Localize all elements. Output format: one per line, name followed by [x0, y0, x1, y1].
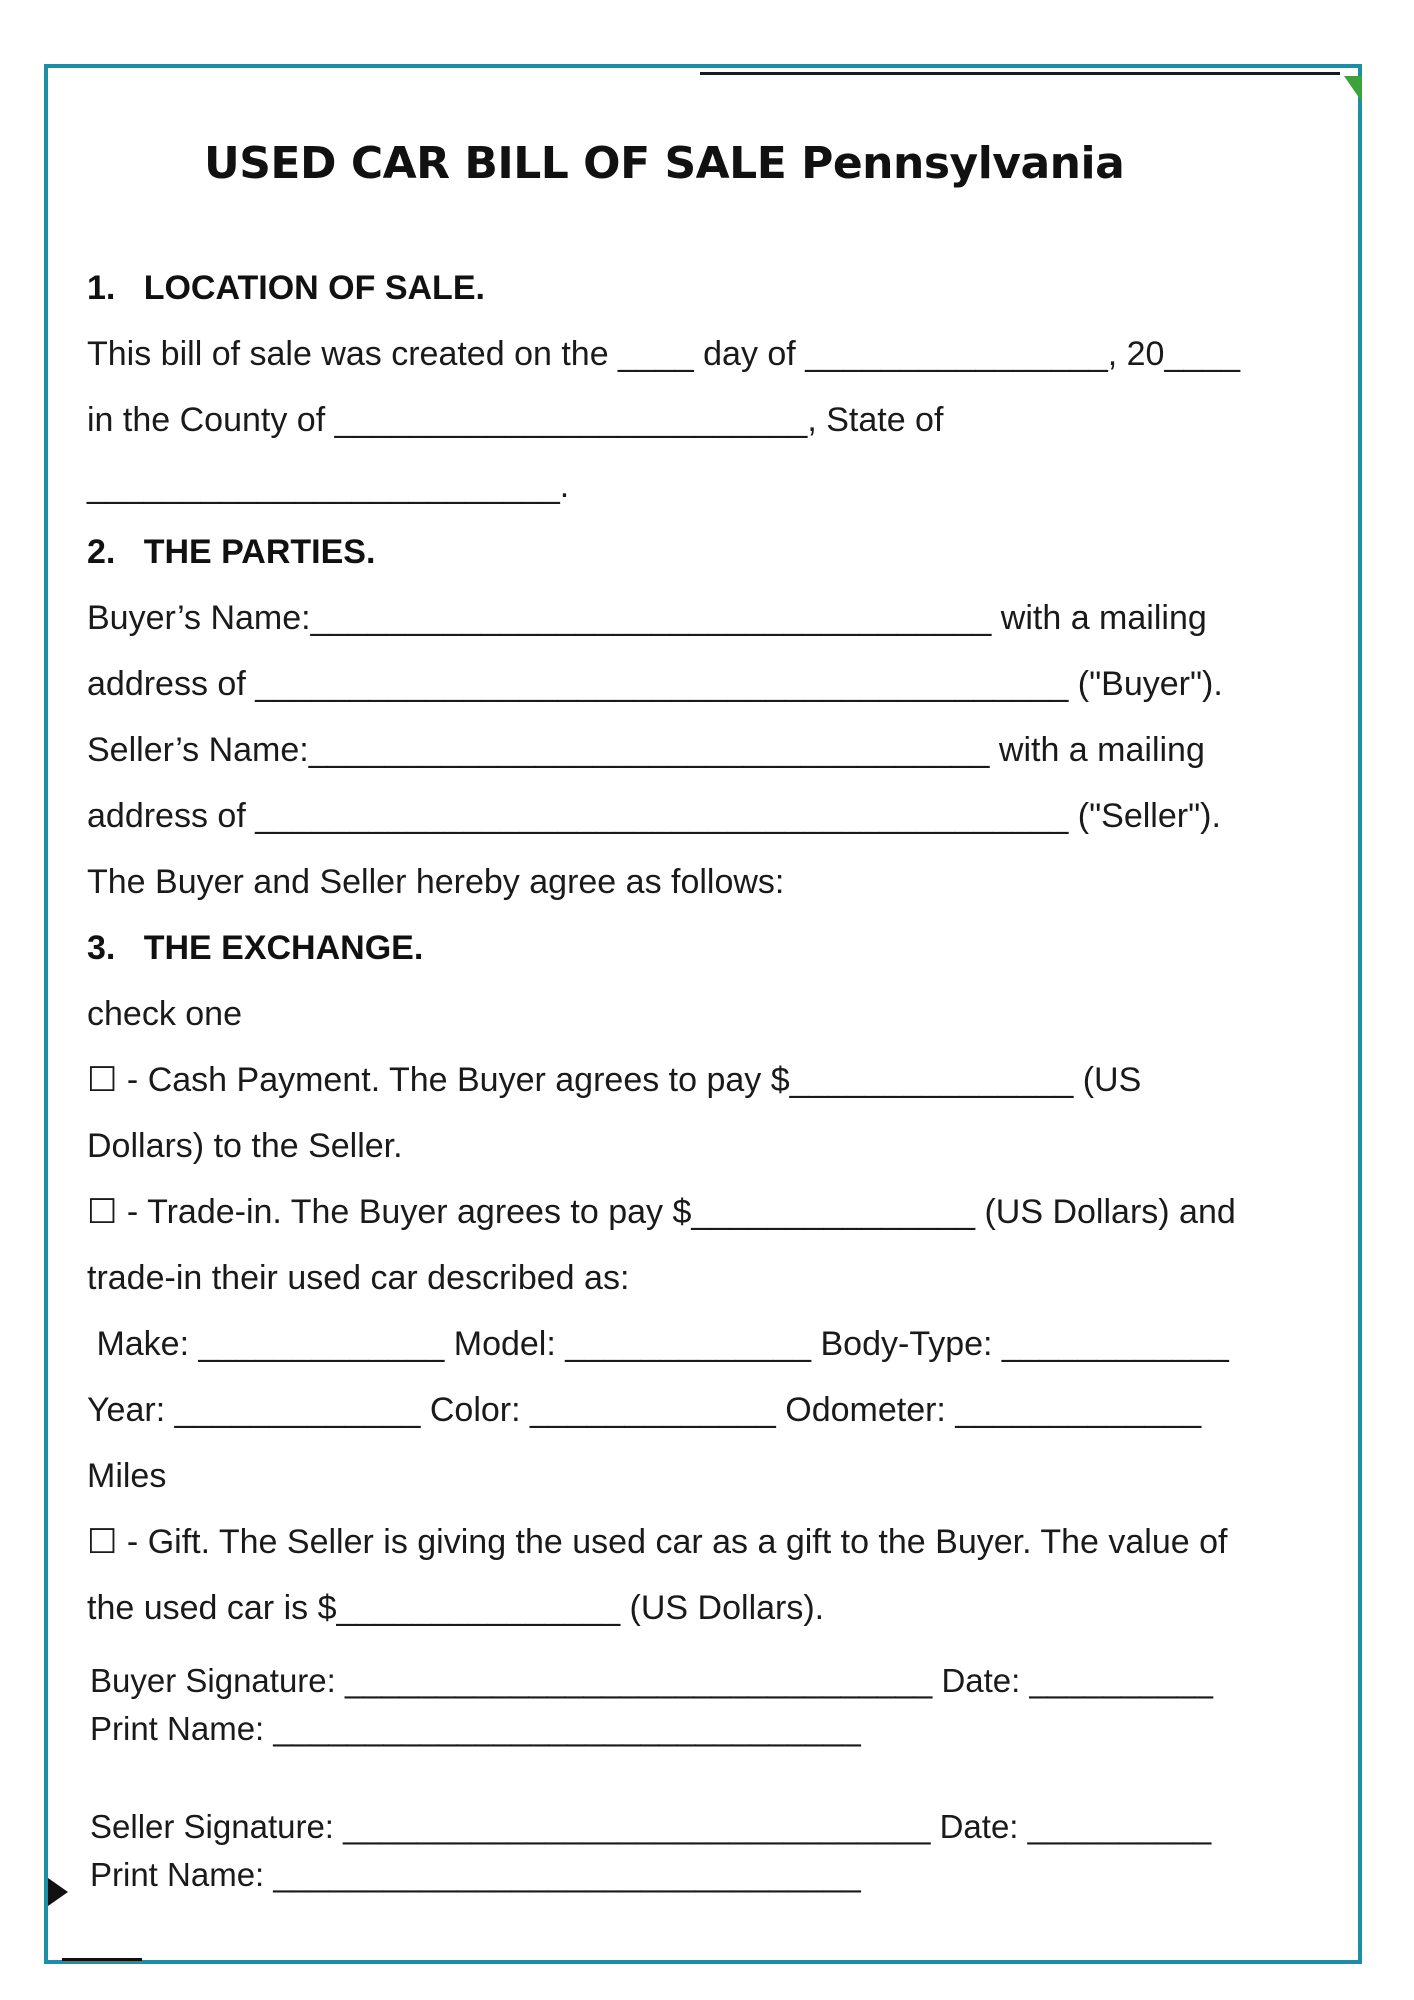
cash-payment-text: - Cash Payment. The Buyer agrees to pay $_______________ (US [117, 1061, 1142, 1099]
section-heading-parties: 2. THE PARTIES. [87, 533, 376, 571]
document-title: USED CAR BILL OF SALE Pennsylvania [204, 138, 1125, 189]
border-accent-line [700, 72, 1340, 75]
vehicle-year-color-line: Year: _____________ Color: _____________ Odometer: _____________ [87, 1391, 1202, 1429]
corner-line-decoration [62, 1958, 142, 1961]
seller-address-line: address of ___________________________________________ ("Seller"). [87, 797, 1221, 835]
agreement-statement: The Buyer and Seller hereby agree as follows: [87, 863, 785, 901]
trade-in-checkbox[interactable]: ☐ [87, 1193, 118, 1231]
seller-signature-line: Seller Signature: ________________________________ Date: __________ [90, 1808, 1212, 1845]
trade-in-continued: trade-in their used car described as: [87, 1259, 630, 1297]
corner-triangle-decoration [48, 1878, 68, 1906]
buyer-signature-line: Buyer Signature: ________________________________ Date: __________ [90, 1662, 1214, 1699]
buyer-name-line: Buyer’s Name:____________________________________ with a mailing [87, 599, 1207, 637]
gift-option [87, 1522, 1227, 1562]
vehicle-make-model-line: Make: _____________ Model: _____________ Body-Type: ____________ [87, 1325, 1229, 1363]
buyer-address-line: address of ___________________________________________ ("Buyer"). [87, 665, 1223, 703]
trade-in-text: - Trade-in. The Buyer agrees to pay $_______________ (US Dollars) and [117, 1193, 1236, 1231]
county-line: in the County of _________________________, State of [87, 401, 944, 439]
miles-label: Miles [87, 1457, 167, 1495]
seller-print-name-line: Print Name: ________________________________ [90, 1856, 861, 1893]
seller-name-line: Seller’s Name:____________________________________ with a mailing [87, 731, 1205, 769]
check-one-instruction: check one [87, 995, 242, 1033]
gift-text: - Gift. The Seller is giving the used car as a gift to the Buyer. The value of [117, 1523, 1228, 1561]
gift-checkbox[interactable]: ☐ [87, 1523, 118, 1561]
buyer-print-name-line: Print Name: ________________________________ [90, 1710, 861, 1747]
gift-continued: the used car is $_______________ (US Dollars). [87, 1589, 825, 1627]
corner-accent [1344, 76, 1362, 102]
cash-checkbox[interactable]: ☐ [87, 1061, 118, 1099]
section-heading-exchange: 3. THE EXCHANGE. [87, 929, 424, 967]
section-heading-location: 1. LOCATION OF SALE. [87, 269, 485, 307]
state-line: _________________________. [87, 467, 570, 505]
trade-in-option [87, 1192, 1236, 1232]
cash-payment-continued: Dollars) to the Seller. [87, 1127, 403, 1165]
date-of-sale-line: This bill of sale was created on the ____ day of ________________, 20____ [87, 335, 1241, 373]
cash-payment-option [87, 1060, 1141, 1100]
